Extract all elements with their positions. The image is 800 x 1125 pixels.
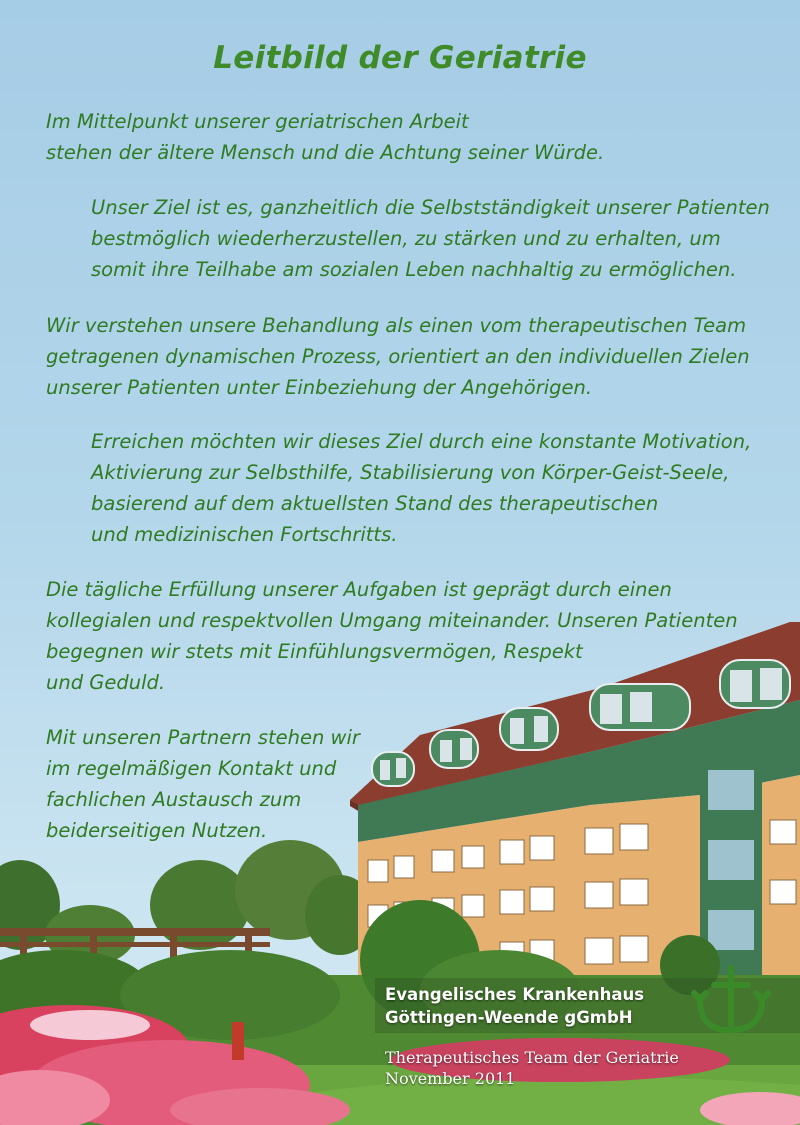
- paragraph-line: im regelmäßigen Kontakt und: [46, 757, 337, 780]
- paragraph-line: getragenen dynamischen Prozess, orientiert an den individuellen Zielen: [46, 345, 750, 368]
- team-name: Therapeutisches Team der Geriatrie: [385, 1048, 679, 1067]
- paragraph-line: und medizinischen Fortschritts.: [91, 523, 398, 546]
- red-post: [232, 1022, 244, 1060]
- paragraph-line: somit ihre Teilhabe am sozialen Leben nachhaltig zu ermöglichen.: [91, 258, 737, 281]
- paragraph-line: Wir verstehen unsere Behandlung als einen vom therapeutischen Team: [46, 314, 747, 337]
- paragraph-3: [46, 310, 750, 403]
- team-credit: [385, 1047, 679, 1089]
- paragraph-line: Unser Ziel ist es, ganzheitlich die Selbstständigkeit unserer Patienten: [91, 196, 770, 219]
- paragraph-line: Aktivierung zur Selbsthilfe, Stabilisierung von Körper-Geist-Seele,: [91, 461, 730, 484]
- paragraph-line: beiderseitigen Nutzen.: [46, 819, 268, 842]
- organization-name: [385, 983, 644, 1029]
- paragraph-5: [46, 574, 738, 698]
- paragraph-line: Erreichen möchten wir dieses Ziel durch eine konstante Motivation,: [91, 430, 752, 453]
- paragraph-2: [91, 192, 770, 285]
- organization-name-line1: Evangelisches Krankenhaus: [385, 985, 645, 1004]
- paragraph-4: [91, 426, 751, 550]
- paragraph-line: unserer Patienten unter Einbeziehung der Angehörigen.: [46, 376, 593, 399]
- paragraph-line: Im Mittelpunkt unserer geriatrischen Arbeit: [46, 110, 469, 133]
- paragraph-line: kollegialen und respektvollen Umgang miteinander. Unseren Patienten: [46, 609, 738, 632]
- paragraph-line: Die tägliche Erfüllung unserer Aufgaben ist geprägt durch einen: [46, 578, 672, 601]
- paragraph-line: fachlichen Austausch zum: [46, 788, 302, 811]
- publication-date: November 2011: [385, 1069, 516, 1088]
- organization-name-line2: Göttingen-Weende gGmbH: [385, 1008, 633, 1027]
- paragraph-line: Mit unseren Partnern stehen wir: [46, 726, 360, 749]
- paragraph-line: begegnen wir stets mit Einfühlungsvermögen, Respekt: [46, 640, 583, 663]
- page-title: Leitbild der Geriatrie: [213, 40, 587, 76]
- paragraph-line: und Geduld.: [46, 671, 166, 694]
- paragraph-line: bestmöglich wiederherzustellen, zu stärken und zu erhalten, um: [91, 227, 721, 250]
- paragraph-6: [46, 722, 360, 846]
- paragraph-1: [46, 106, 604, 168]
- paragraph-line: stehen der ältere Mensch und die Achtung seiner Würde.: [46, 141, 605, 164]
- paragraph-line: basierend auf dem aktuellsten Stand des therapeutischen: [91, 492, 659, 515]
